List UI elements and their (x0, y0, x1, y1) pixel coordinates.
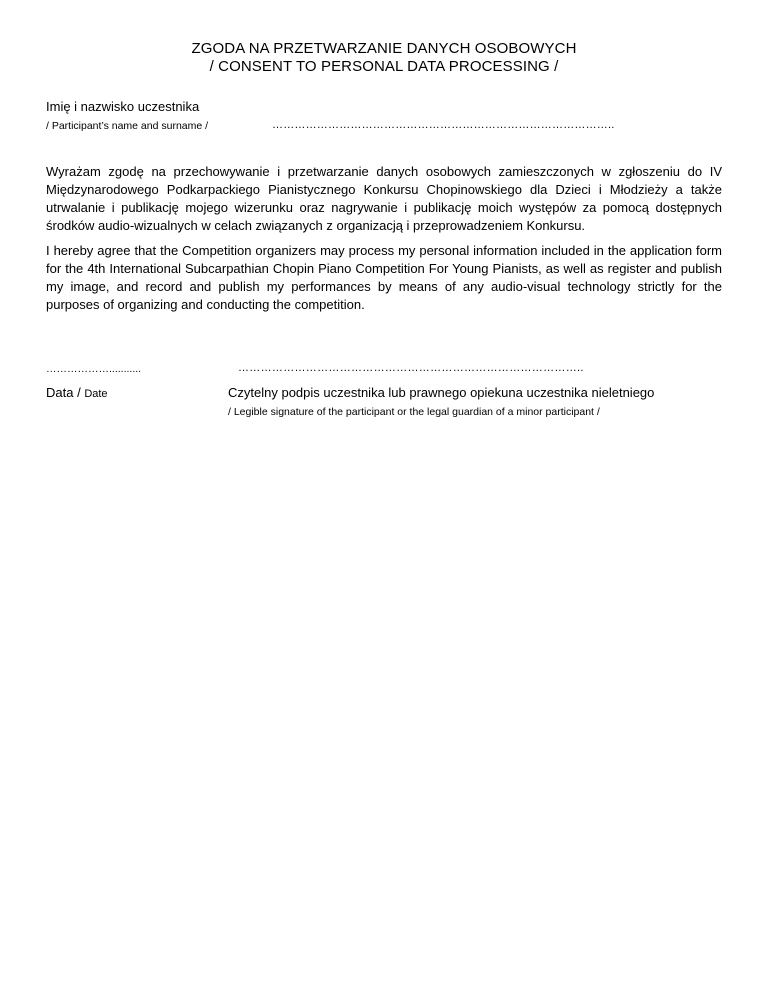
signature-sublabel: / Legible signature of the participant or the legal guardian of a minor participant / (228, 406, 600, 418)
signature-field[interactable]: ……………………………………………………………………………….. (238, 362, 584, 374)
consent-text-english: I hereby agree that the Competition organizers may process my personal information included in the application form for the 4th International Subcarpathian Chopin Piano Competition For Young Pianists, as well as register and publish my image, and record and publish my performances by means of any audio-visual technology strictly for the purposes of organizing and conducting the competition. (46, 243, 722, 312)
consent-text-polish: Wyrażam zgodę na przechowywanie i przetwarzanie danych osobowych zamieszczonych w zgłoszeniu do IV Międzynarodowego Podkarpackiego Pianistycznego Konkursu Chopinowskiego dla Dzieci i Młodzieży a także utrwalanie i publikację mojego wizerunku oraz nagrywanie i publikację moich występów za pomocą dostępnych środków audio-wizualnych w celach związanych z organizacją i przeprowadzeniem Konkursu. (46, 164, 722, 233)
signature-label: Czytelny podpis uczestnika lub prawnego opiekuna uczestnika nieletniego (228, 385, 655, 400)
date-label-english: Date (84, 388, 108, 400)
date-label-polish: Data / (46, 385, 81, 400)
page-title (0, 40, 768, 76)
title-polish: ZGODA NA PRZETWARZANIE DANYCH OSOBOWYCH (191, 40, 577, 57)
title-english: / CONSENT TO PERSONAL DATA PROCESSING / (209, 58, 559, 75)
participant-name-field[interactable]: ……………………………………………………………………………….. (272, 119, 615, 131)
participant-name-sublabel: / Participant’s name and surname / (46, 120, 209, 132)
participant-name-label: Imię i nazwisko uczestnika (46, 99, 200, 114)
date-label (46, 385, 108, 402)
date-field[interactable]: ………………........... (46, 363, 142, 375)
